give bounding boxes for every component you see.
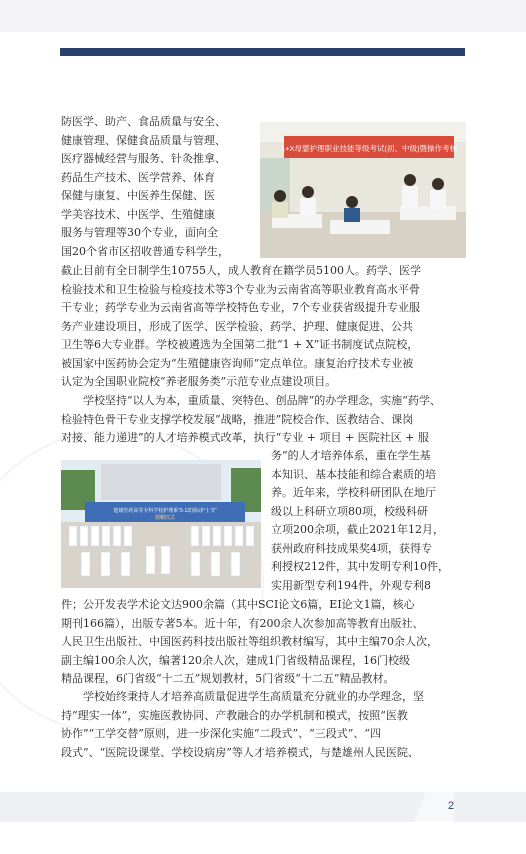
text-line: 本知识、基本技能和综合素质的培 <box>271 467 436 481</box>
text-line: 药品生产技术、医学营养、体育 <box>61 170 215 184</box>
text-line: 认定为全国职业院校“养老服务类”示范专业点建设项目。 <box>61 375 337 388</box>
nurses-ceremony-photo <box>61 460 261 588</box>
text-line: 学校始终秉持人才培养高质量促进学生高质量充分就业的办学理念，坚 <box>83 690 424 703</box>
paragraph-2-wrapped <box>271 447 466 595</box>
text-line: 实用新型专利194件，外观专利8 <box>271 578 431 592</box>
text-line: 立项200余项，截止2021年12月， <box>271 523 444 536</box>
paragraph-3 <box>61 688 466 762</box>
paragraph-1-wrapped <box>61 113 251 261</box>
text-line: 截止目前有全日制学生10755人，成人教育在籍学员5100人。药学、医学 <box>61 264 421 277</box>
text-line: 医疗器械经营与服务、针灸推拿、 <box>61 152 226 165</box>
paragraph-1-full <box>61 262 466 392</box>
paragraph-2-rest <box>61 596 466 689</box>
text-line: 务产业建设项目，形成了医学、医学检验、药学、护理、健康促进、公共 <box>61 319 413 333</box>
text-line: 件；公开发表学术论文达900余篇（其中SCI论文6篇，EI论文1篇，核心 <box>61 598 415 611</box>
text-line: 学美容技术、中医学、生殖健康 <box>61 207 215 221</box>
text-line: 检验技术和卫生检验与检疫技术等3个专业为云南省高等职业教育高水平骨 <box>61 282 420 296</box>
text-line: 防医学、助产、食品质量与安全、 <box>61 115 226 128</box>
text-line: 检验特色骨干专业支撑学校发展”战略，推进”院校合作、医教结合、课岗 <box>61 412 414 426</box>
text-line: 学校坚持“以人为本，重质量、突特色、创品牌”的办学理念，实施“药学、 <box>83 394 441 407</box>
text-line: 利授权212件，其中发明专利10件， <box>271 560 449 573</box>
text-line: 副主编100余人次，编著120余人次，建成1门省级精品课程，16门校级 <box>61 653 410 667</box>
text-line: 卫生等6大专业群。学校被遴选为全国第二批“1 + X”证书制度试点院校， <box>61 338 419 351</box>
ceremony-banner-text: 楚雄医药高等专科学校护理系“5·12国际护士节” <box>113 508 217 514</box>
ceremony-banner-sub: 授帽仪式 <box>154 515 176 521</box>
exam-room-photo <box>260 122 466 258</box>
text-line: 健康管理、保健食品质量与管理、 <box>61 133 226 147</box>
text-line: 被国家中医药协会定为“生殖健康咨询师”定点单位。康复治疗技术专业被 <box>61 356 414 370</box>
text-line: 获州政府科技成果奖4项，获得专 <box>271 541 432 555</box>
text-line: 精品课程，6门省级“十二五”规划教材，5门省级“十二五”精品教材。 <box>61 672 395 685</box>
text-line: 务”的人才培养体系，重在学生基 <box>271 449 431 462</box>
text-line: 保健与康复、中医养生保健、医 <box>61 189 215 202</box>
text-line: 段式”、“医院设课堂、学校设病房”等人才培养模式，与楚雄州人民医院、 <box>61 745 419 759</box>
text-line: 持“理实一体”，实施医教协同、产教融合的办学机制和模式，按照“医教 <box>61 708 408 722</box>
text-line: 养。近年来，学校科研团队在地厅 <box>271 486 436 499</box>
text-line: 对接、能力递进”的人才培养模式改革，执行“专业 + 项目 + 医院社区 + 服 <box>61 431 429 444</box>
header-bar <box>60 48 465 56</box>
text-line: 服务与管理等30个专业，面向全 <box>61 226 218 239</box>
exam-banner-text: 1+X母婴护理职业技能等级考试(初、中级)暨操作考核 <box>280 144 458 153</box>
text-line: 期刊166篇），出版专著5本。近十年，有200余人次参加高等教育出版社、 <box>61 616 424 630</box>
page-number: 2 <box>448 800 455 812</box>
text-line: 干专业；药学专业为云南省高等学校特色专业，7个专业获省级提升专业服 <box>61 301 420 314</box>
text-line: 级以上科研立项80项，校级科研 <box>271 504 428 518</box>
top-band <box>0 0 526 32</box>
paragraph-2-full <box>61 392 466 448</box>
text-line: 国20个省市区招收普通专科学生， <box>61 244 229 258</box>
text-line: 协作”“工学交替”原则，进一步深化实施“二段式”、“三段式”、“四 <box>61 727 381 740</box>
text-line: 人民卫生出版社、中国医药科技出版社等组织教材编写，其中主编70余人次， <box>61 635 438 648</box>
